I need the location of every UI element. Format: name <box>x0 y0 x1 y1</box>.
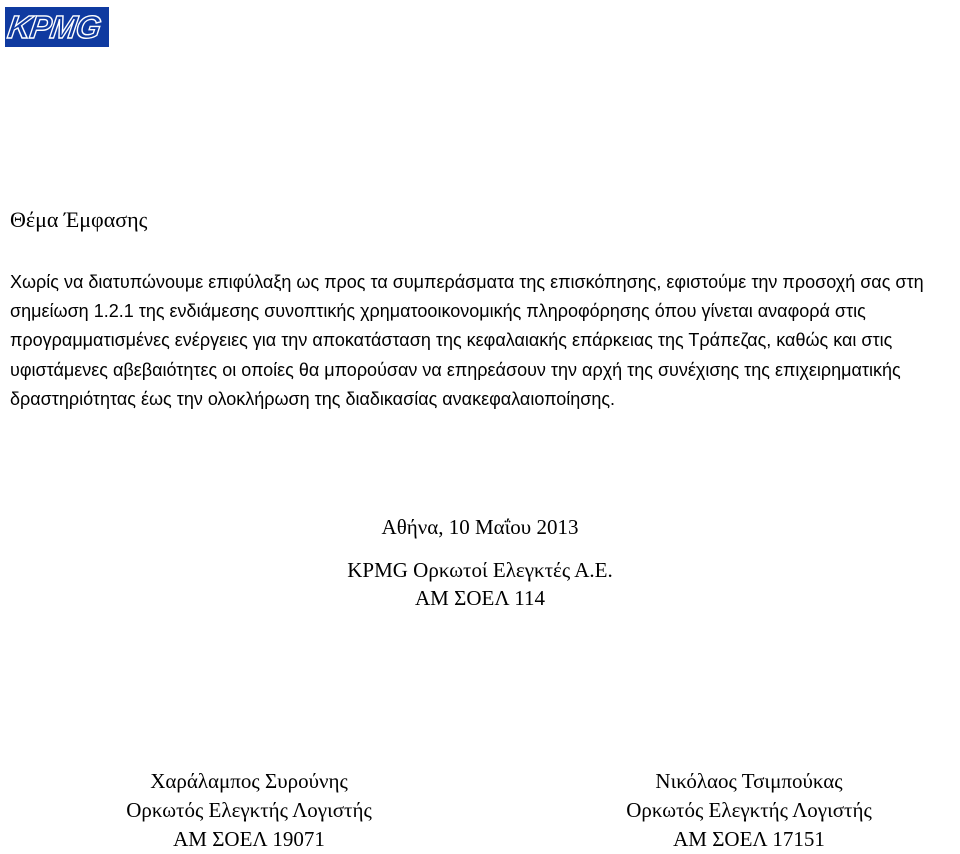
firm-name: KPMG Ορκωτοί Ελεγκτές Α.Ε. <box>347 558 613 582</box>
emphasis-heading: Θέμα Έμφασης <box>10 207 148 232</box>
signatory-name: Χαράλαμπος Συρούνης <box>150 769 348 793</box>
kpmg-logo-text: KPMG <box>5 9 103 45</box>
signatory-registration: ΑΜ ΣΟΕΛ 17151 <box>673 827 825 851</box>
signatory-role: Ορκωτός Ελεγκτής Λογιστής <box>126 798 372 822</box>
emphasis-paragraph: Χωρίς να διατυπώνουμε επιφύλαξη ως προς τα συμπεράσματα της επισκόπησης, εφιστούμε την προσοχή σας στη σημείωση 1.2.1 της ενδιάμεσης συνοπτικής χρηματοοικονομικής πληροφόρησης όπου γίνεται αναφορά στις προγραμματισμένες ενέργειες για την αποκατάσταση της κεφαλαιακής επάρκειας της Τράπεζας, καθώς και στις υφιστάμενες αβεβαιότητες οι οποίες θα μπορούσαν να επηρεάσουν την αρχή της συνέχισης της επιχειρηματικής δραστηριότητας έως την ολοκλήρωση της διαδικασίας ανακεφαλαιοποίησης. <box>10 272 924 409</box>
place-date: Αθήνα, 10 Μαΐου 2013 <box>381 515 579 539</box>
signatory-role: Ορκωτός Ελεγκτής Λογιστής <box>626 798 872 822</box>
signatory-left <box>89 767 409 854</box>
firm-registration: ΑΜ ΣΟΕΛ 114 <box>415 586 545 610</box>
signatory-name: Νικόλαος Τσιμπούκας <box>655 769 843 793</box>
signatory-right <box>589 767 909 854</box>
kpmg-logo <box>5 7 109 47</box>
signatory-registration: ΑΜ ΣΟΕΛ 19071 <box>173 827 325 851</box>
